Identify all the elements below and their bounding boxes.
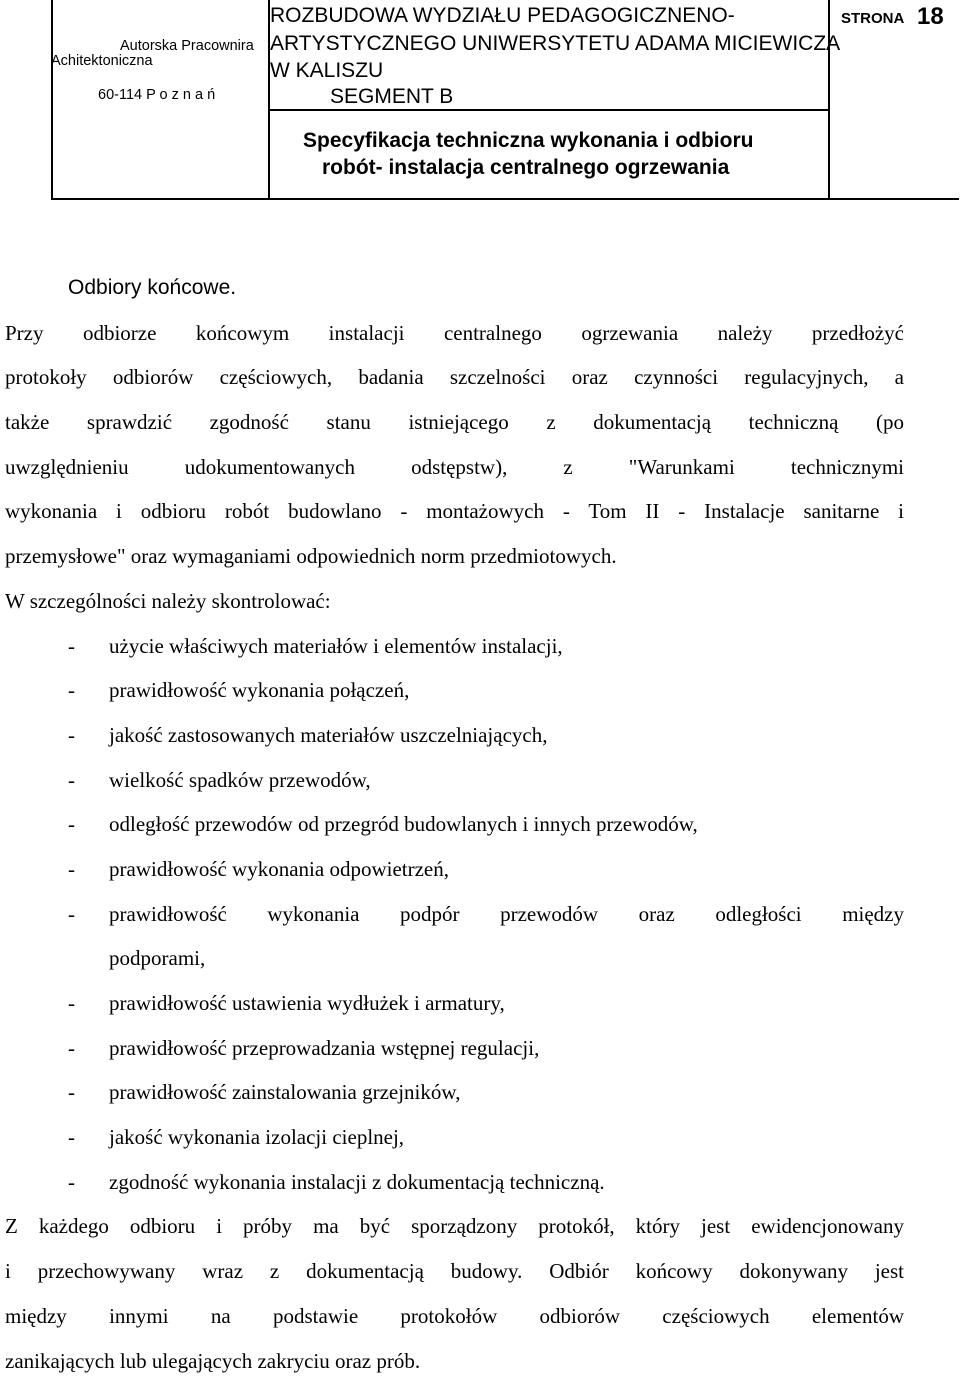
list-item-text: podporami,: [109, 946, 206, 971]
page-number: 18: [917, 3, 944, 30]
project-title-line2: ARTYSTYCZNEGO UNIWERSYTETU ADAMA MICIEWICZA: [270, 32, 841, 55]
list-item: [5, 892, 904, 937]
list-item-continuation: [5, 936, 904, 981]
paragraph-line: uwzględnieniu udokumentowanych odstępstw), z "Warunkami technicznymi: [5, 454, 904, 479]
checklist-intro: W szczególności należy skontrolować:: [5, 588, 331, 613]
list-item: [5, 758, 904, 803]
list-item: [5, 1115, 904, 1160]
paragraph-line: protokoły odbiorów częściowych, badania szczelności oraz czynności regulacyjnych, a: [5, 365, 904, 390]
list-item-text: wielkość spadków przewodów,: [109, 767, 371, 792]
list-dash: -: [68, 1035, 75, 1060]
list-dash: -: [68, 1169, 75, 1194]
paragraph-line: przemysłowe" oraz wymaganiami odpowiednich norm przedmiotowych.: [5, 544, 617, 569]
list-item: [5, 624, 904, 669]
spec-title-line1: Specyfikacja techniczna wykonania i odbioru: [303, 129, 754, 152]
list-dash: -: [68, 1125, 75, 1150]
architect-name-line2: Achitektoniczna: [51, 53, 153, 69]
list-dash: -: [68, 678, 75, 703]
list-item-text: jakość wykonania izolacji cieplnej,: [109, 1125, 405, 1150]
list-dash: -: [68, 1080, 75, 1105]
document-body: [5, 266, 904, 1383]
list-item-text: prawidłowość wykonania połączeń,: [109, 678, 410, 703]
list-item-text: jakość zastosowanych materiałów uszczelniających,: [109, 722, 548, 747]
list-item-text: zgodność wykonania instalacji z dokumentacją techniczną.: [109, 1169, 605, 1194]
list-dash: -: [68, 722, 75, 747]
paragraph-line: i przechowywany wraz z dokumentacją budowy. Odbiór końcowy dokonywany jest: [5, 1259, 904, 1284]
architect-address: 60-114 P o z n a ń: [98, 87, 216, 103]
list-dash: -: [68, 633, 75, 658]
header-divider: [270, 109, 828, 111]
list-item-text: użycie właściwych materiałów i elementów instalacji,: [109, 633, 563, 658]
paragraph-line: Z każdego odbioru i próby ma być sporządzony protokół, który jest ewidencjonowany: [5, 1214, 904, 1239]
list-item-text: prawidłowość przeprowadzania wstępnej regulacji,: [109, 1035, 540, 1060]
header-divider: [268, 0, 270, 198]
list-item: [5, 1160, 904, 1205]
list-item-text: prawidłowość zainstalowania grzejników,: [109, 1080, 461, 1105]
list-dash: -: [68, 767, 75, 792]
list-item: [5, 713, 904, 758]
list-item: [5, 847, 904, 892]
list-dash: -: [68, 856, 75, 881]
paragraph-line: także sprawdzić zgodność stanu istniejącego z dokumentacją techniczną (po: [5, 410, 904, 435]
list-item: [5, 802, 904, 847]
list-item: [5, 1070, 904, 1115]
page-label: STRONA: [841, 10, 905, 27]
section-title: Odbiory końcowe.: [68, 276, 237, 299]
spec-title-line2: robót- instalacja centralnego ogrzewania: [322, 156, 730, 179]
list-item-text: prawidłowość wykonania podpór przewodów oraz odległości między: [109, 901, 904, 926]
project-title-line1: ROZBUDOWA WYDZIAŁU PEDAGOGICZNENO-: [270, 4, 735, 27]
architect-name-line1: Autorska Pracownira: [120, 38, 254, 54]
project-title-line3: W KALISZU: [270, 59, 384, 82]
list-item-text: prawidłowość wykonania odpowietrzeń,: [109, 856, 449, 881]
paragraph-line: zanikających lub ulegających zakryciu oraz prób.: [5, 1348, 421, 1373]
paragraph-line: Przy odbiorze końcowym instalacji centralnego ogrzewania należy przedłożyć: [5, 320, 904, 345]
project-segment: SEGMENT B: [330, 85, 454, 108]
list-item: [5, 981, 904, 1026]
paragraph-line: między innymi na podstawie protokołów odbiorów częściowych elementów: [5, 1303, 904, 1328]
list-item-text: prawidłowość ustawienia wydłużek i armatury,: [109, 991, 505, 1015]
header-divider: [828, 0, 830, 198]
list-dash: -: [68, 991, 75, 1015]
list-item-text: odległość przewodów od przegród budowlanych i innych przewodów,: [109, 812, 698, 837]
list-item: [5, 1026, 904, 1071]
list-item: [5, 668, 904, 713]
list-dash: -: [68, 812, 75, 837]
list-dash: -: [68, 901, 75, 926]
paragraph-line: wykonania i odbioru robót budowlano - montażowych - Tom II - Instalacje sanitarne i: [5, 499, 904, 524]
